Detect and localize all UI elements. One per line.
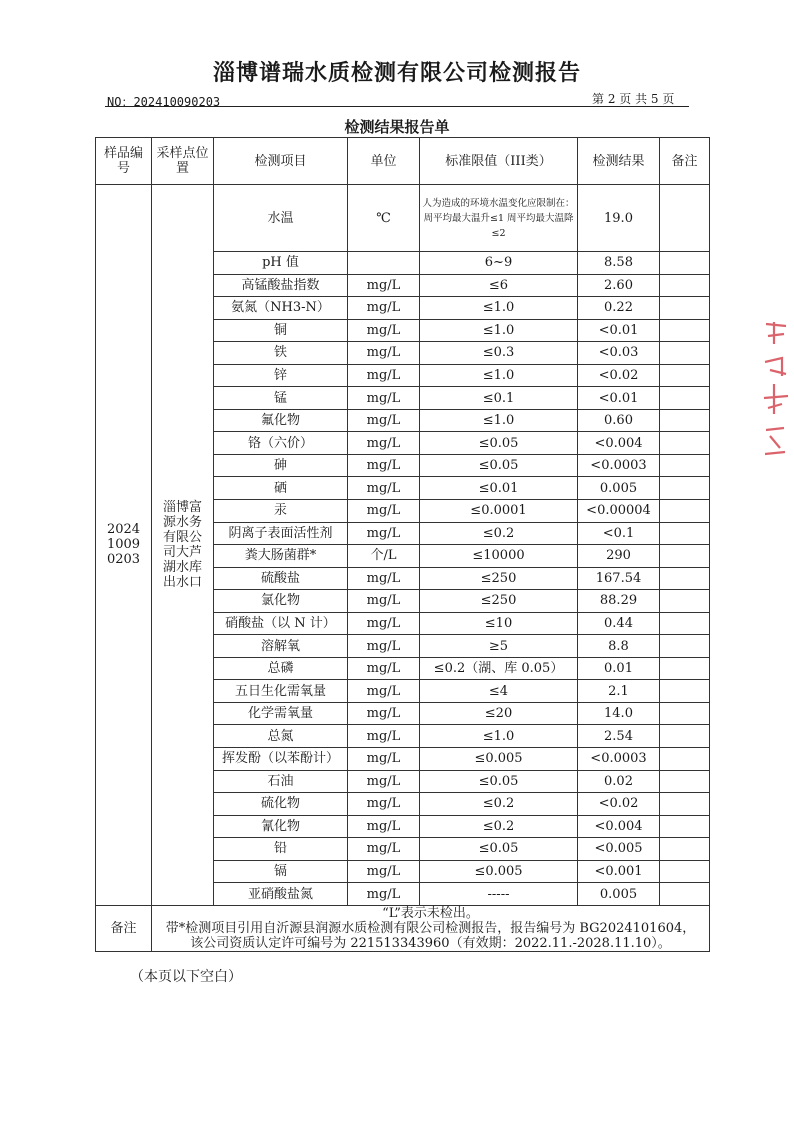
note-cell xyxy=(660,567,710,590)
col-header-unit: 单位 xyxy=(348,138,420,185)
unit-cell: mg/L xyxy=(348,793,420,816)
unit-cell: mg/L xyxy=(348,364,420,387)
unit-cell: mg/L xyxy=(348,725,420,748)
note-cell xyxy=(660,883,710,906)
note-cell xyxy=(660,342,710,365)
col-header-result: 检测结果 xyxy=(578,138,660,185)
item-cell: 挥发酚（以苯酚计） xyxy=(214,748,348,771)
standard-cell: ----- xyxy=(420,883,578,906)
result-cell: <0.01 xyxy=(578,319,660,342)
result-cell: 14.0 xyxy=(578,702,660,725)
note-cell xyxy=(660,748,710,771)
result-cell: 0.60 xyxy=(578,409,660,432)
note-cell xyxy=(660,432,710,455)
note-cell xyxy=(660,770,710,793)
item-cell: 亚硝酸盐氮 xyxy=(214,883,348,906)
result-cell: 290 xyxy=(578,545,660,568)
result-cell: 167.54 xyxy=(578,567,660,590)
standard-cell: ≥5 xyxy=(420,635,578,658)
result-cell: 2.1 xyxy=(578,680,660,703)
unit-cell: 个/L xyxy=(348,545,420,568)
standard-cell: ≤1.0 xyxy=(420,725,578,748)
note-cell xyxy=(660,522,710,545)
standard-cell: ≤10000 xyxy=(420,545,578,568)
standard-cell: ≤0.005 xyxy=(420,748,578,771)
note-cell xyxy=(660,793,710,816)
unit-cell: mg/L xyxy=(348,342,420,365)
standard-cell: ≤1.0 xyxy=(420,364,578,387)
header-rule xyxy=(105,106,689,107)
item-cell: 铜 xyxy=(214,319,348,342)
item-cell: 硝酸盐（以 N 计） xyxy=(214,612,348,635)
item-cell: 五日生化需氧量 xyxy=(214,680,348,703)
note-cell xyxy=(660,702,710,725)
standard-cell: ≤0.05 xyxy=(420,770,578,793)
unit-cell: mg/L xyxy=(348,432,420,455)
remark-line: “L”表示未检出。 xyxy=(382,905,479,921)
remark-label: 备注 xyxy=(96,905,152,951)
results-body xyxy=(96,185,710,906)
unit-cell: ℃ xyxy=(348,185,420,252)
note-cell xyxy=(660,545,710,568)
standard-cell: ≤10 xyxy=(420,612,578,635)
note-cell xyxy=(660,364,710,387)
standard-cell: ≤0.05 xyxy=(420,454,578,477)
note-cell xyxy=(660,252,710,275)
result-cell: <0.00004 xyxy=(578,500,660,523)
blank-page-note: （本页以下空白） xyxy=(130,969,242,985)
result-cell: <0.0003 xyxy=(578,748,660,771)
standard-cell: ≤0.2 xyxy=(420,522,578,545)
item-cell: 镉 xyxy=(214,860,348,883)
result-cell: <0.004 xyxy=(578,432,660,455)
seal-stamp-fragment xyxy=(760,318,790,468)
unit-cell: mg/L xyxy=(348,657,420,680)
unit-cell: mg/L xyxy=(348,748,420,771)
item-cell: 总氮 xyxy=(214,725,348,748)
result-cell: 0.01 xyxy=(578,657,660,680)
item-cell: 总磷 xyxy=(214,657,348,680)
unit-cell: mg/L xyxy=(348,590,420,613)
note-cell xyxy=(660,815,710,838)
item-cell: 硫酸盐 xyxy=(214,567,348,590)
item-cell: 氟化物 xyxy=(214,409,348,432)
unit-cell: mg/L xyxy=(348,454,420,477)
sample-number-cell: 2024 1009 0203 xyxy=(96,185,152,906)
result-cell: 0.005 xyxy=(578,883,660,906)
result-cell: <0.0003 xyxy=(578,454,660,477)
standard-cell: ≤1.0 xyxy=(420,409,578,432)
result-cell: 2.54 xyxy=(578,725,660,748)
unit-cell: mg/L xyxy=(348,770,420,793)
item-cell: 铅 xyxy=(214,838,348,861)
unit-cell: mg/L xyxy=(348,635,420,658)
unit-cell xyxy=(348,252,420,275)
unit-cell: mg/L xyxy=(348,860,420,883)
note-cell xyxy=(660,725,710,748)
remark-row xyxy=(96,905,710,951)
item-cell: 氰化物 xyxy=(214,815,348,838)
result-cell: 88.29 xyxy=(578,590,660,613)
table-header-row xyxy=(96,138,710,185)
col-header-note: 备注 xyxy=(660,138,710,185)
standard-cell: ≤0.05 xyxy=(420,838,578,861)
report-title: 淄博谱瑞水质检测有限公司检测报告 xyxy=(212,60,581,86)
unit-cell: mg/L xyxy=(348,680,420,703)
note-cell xyxy=(660,500,710,523)
item-cell: 铬（六价） xyxy=(214,432,348,455)
unit-cell: mg/L xyxy=(348,522,420,545)
unit-cell: mg/L xyxy=(348,274,420,297)
col-header-location: 采样点位置 xyxy=(152,138,214,185)
item-cell: 砷 xyxy=(214,454,348,477)
result-cell: <0.03 xyxy=(578,342,660,365)
result-cell: 0.02 xyxy=(578,770,660,793)
col-header-sample-no: 样品编号 xyxy=(96,138,152,185)
item-cell: 石油 xyxy=(214,770,348,793)
item-cell: 氯化物 xyxy=(214,590,348,613)
item-cell: 硒 xyxy=(214,477,348,500)
unit-cell: mg/L xyxy=(348,612,420,635)
note-cell xyxy=(660,590,710,613)
result-cell: 0.22 xyxy=(578,297,660,320)
note-cell xyxy=(660,454,710,477)
result-cell: <0.004 xyxy=(578,815,660,838)
item-cell: 汞 xyxy=(214,500,348,523)
result-cell: 0.005 xyxy=(578,477,660,500)
item-cell: 氨氮（NH3-N） xyxy=(214,297,348,320)
table-subtitle: 检测结果报告单 xyxy=(344,118,450,136)
unit-cell: mg/L xyxy=(348,815,420,838)
standard-cell: ≤0.005 xyxy=(420,860,578,883)
note-cell xyxy=(660,387,710,410)
standard-cell: ≤0.2 xyxy=(420,815,578,838)
standard-cell: ≤0.1 xyxy=(420,387,578,410)
standard-cell: ≤0.05 xyxy=(420,432,578,455)
standard-cell: ≤1.0 xyxy=(420,297,578,320)
note-cell xyxy=(660,860,710,883)
remark-text xyxy=(152,905,710,951)
table-row xyxy=(96,185,710,252)
result-cell: 8.58 xyxy=(578,252,660,275)
item-cell: 溶解氧 xyxy=(214,635,348,658)
result-cell: <0.001 xyxy=(578,860,660,883)
col-header-standard: 标准限值（III类） xyxy=(420,138,578,185)
standard-cell: ≤0.3 xyxy=(420,342,578,365)
unit-cell: mg/L xyxy=(348,387,420,410)
note-cell xyxy=(660,657,710,680)
standard-cell: 6~9 xyxy=(420,252,578,275)
item-cell: 粪大肠菌群* xyxy=(214,545,348,568)
standard-cell: ≤0.2（湖、库 0.05） xyxy=(420,657,578,680)
report-number: NO：202410090203 xyxy=(107,95,221,109)
item-cell: 锰 xyxy=(214,387,348,410)
standard-cell: ≤0.01 xyxy=(420,477,578,500)
standard-cell: ≤0.0001 xyxy=(420,500,578,523)
standard-cell: ≤0.2 xyxy=(420,793,578,816)
result-cell: <0.1 xyxy=(578,522,660,545)
standard-cell: ≤250 xyxy=(420,590,578,613)
page-number: 第 2 页 共 5 页 xyxy=(592,92,675,106)
unit-cell: mg/L xyxy=(348,319,420,342)
item-cell: 锌 xyxy=(214,364,348,387)
result-cell: 0.44 xyxy=(578,612,660,635)
standard-cell: ≤20 xyxy=(420,702,578,725)
item-cell: 硫化物 xyxy=(214,793,348,816)
results-table xyxy=(95,137,710,952)
unit-cell: mg/L xyxy=(348,409,420,432)
remark-line: 该公司资质认定许可编号为 221513343960（有效期：2022.11.-2028.11.10）。 xyxy=(190,935,671,951)
note-cell xyxy=(660,838,710,861)
result-cell: 8.8 xyxy=(578,635,660,658)
item-cell: 化学需氧量 xyxy=(214,702,348,725)
note-cell xyxy=(660,680,710,703)
result-cell: 19.0 xyxy=(578,185,660,252)
note-cell xyxy=(660,612,710,635)
note-cell xyxy=(660,297,710,320)
result-cell: <0.02 xyxy=(578,793,660,816)
note-cell xyxy=(660,477,710,500)
item-cell: pH 值 xyxy=(214,252,348,275)
result-cell: <0.01 xyxy=(578,387,660,410)
result-cell: <0.005 xyxy=(578,838,660,861)
result-cell: <0.02 xyxy=(578,364,660,387)
sample-location-cell: 淄博富源水务有限公司大芦湖水库出水口 xyxy=(152,185,214,906)
standard-cell: 人为造成的环境水温变化应限制在：周平均最大温升≤1 周平均最大温降≤2 xyxy=(420,185,578,252)
unit-cell: mg/L xyxy=(348,883,420,906)
col-header-item: 检测项目 xyxy=(214,138,348,185)
standard-cell: ≤6 xyxy=(420,274,578,297)
unit-cell: mg/L xyxy=(348,477,420,500)
note-cell xyxy=(660,274,710,297)
item-cell: 水温 xyxy=(214,185,348,252)
standard-cell: ≤4 xyxy=(420,680,578,703)
unit-cell: mg/L xyxy=(348,838,420,861)
note-cell xyxy=(660,409,710,432)
note-cell xyxy=(660,185,710,252)
item-cell: 阴离子表面活性剂 xyxy=(214,522,348,545)
note-cell xyxy=(660,635,710,658)
result-cell: 2.60 xyxy=(578,274,660,297)
standard-cell: ≤250 xyxy=(420,567,578,590)
unit-cell: mg/L xyxy=(348,500,420,523)
note-cell xyxy=(660,319,710,342)
unit-cell: mg/L xyxy=(348,702,420,725)
remark-line: 带*检测项目引用自沂源县润源水质检测有限公司检测报告，报告编号为 BG2024101604， xyxy=(165,920,696,936)
item-cell: 铁 xyxy=(214,342,348,365)
standard-cell: ≤1.0 xyxy=(420,319,578,342)
unit-cell: mg/L xyxy=(348,297,420,320)
unit-cell: mg/L xyxy=(348,567,420,590)
item-cell: 高锰酸盐指数 xyxy=(214,274,348,297)
